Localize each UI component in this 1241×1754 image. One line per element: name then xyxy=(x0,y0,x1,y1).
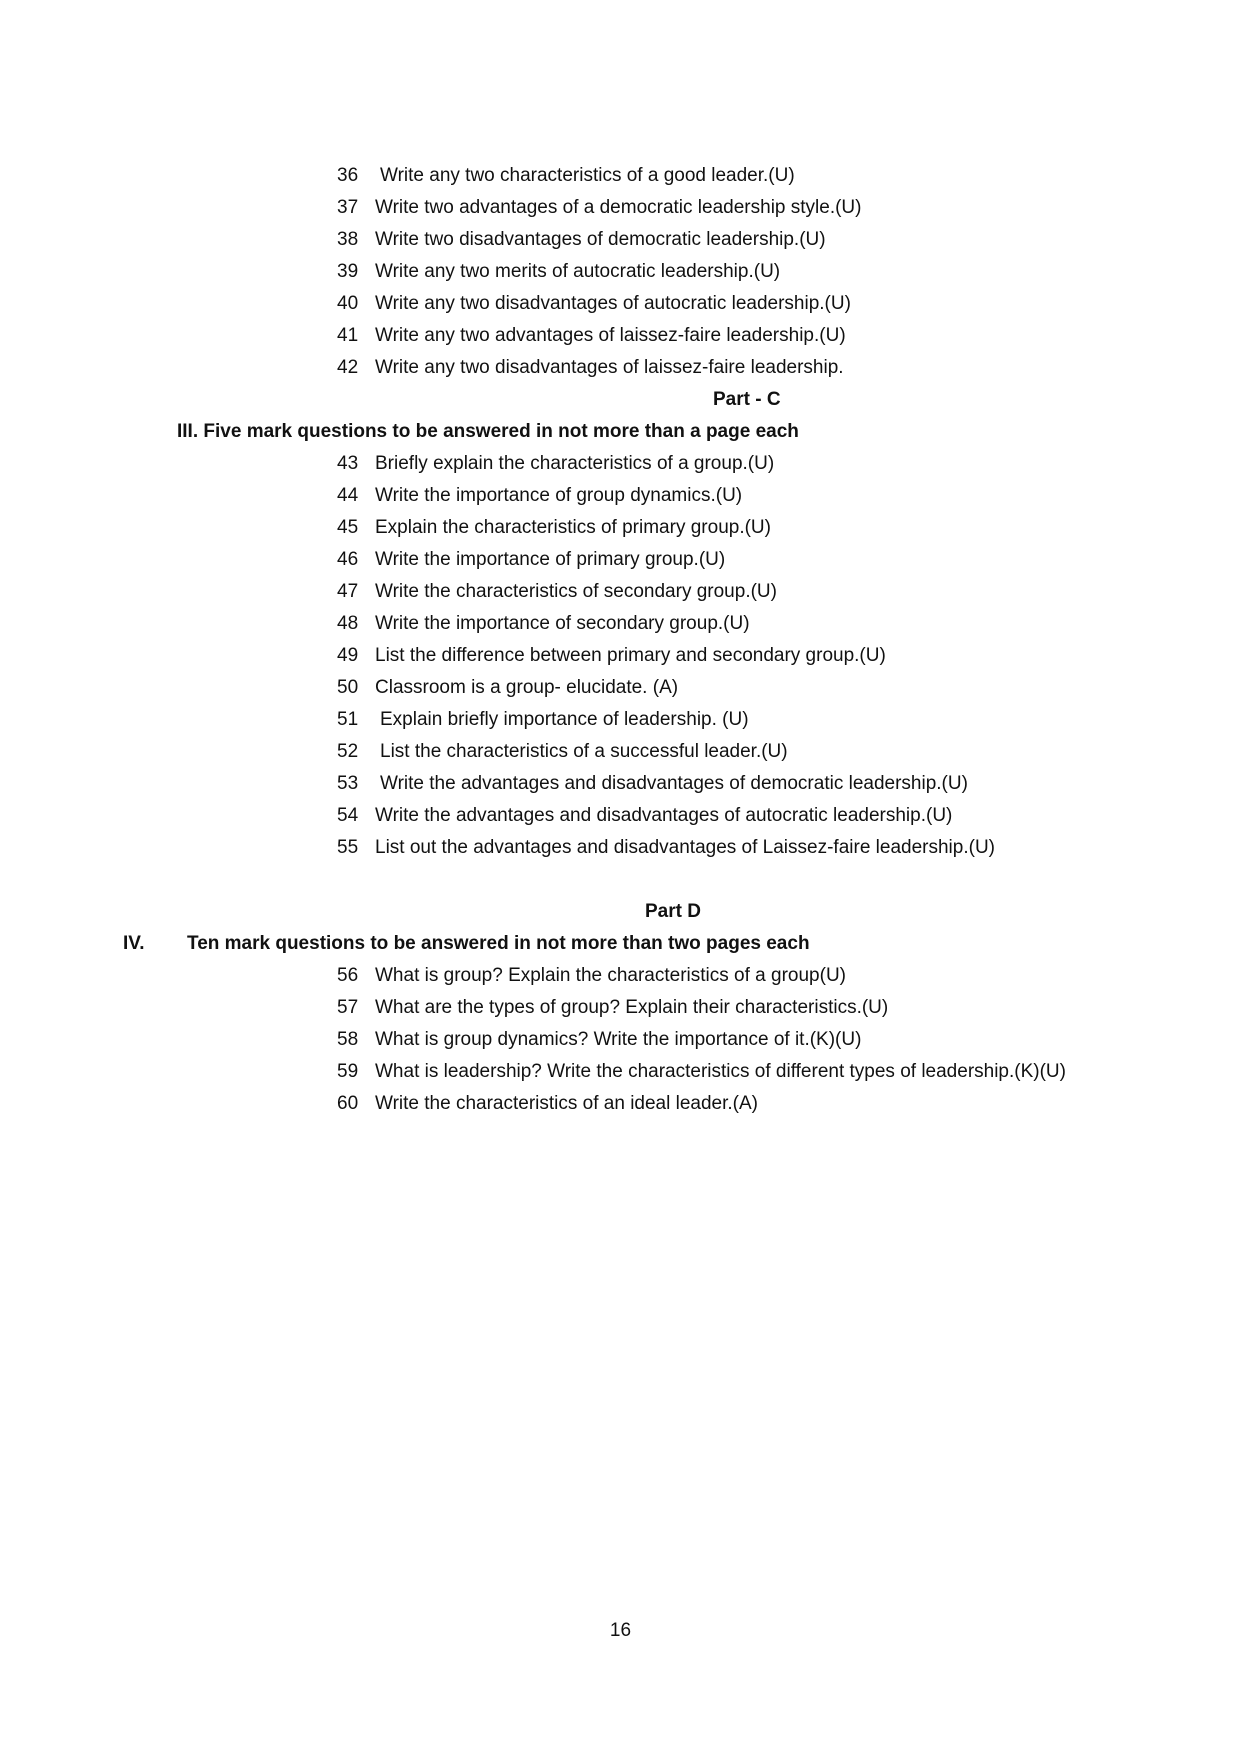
question-item xyxy=(0,224,1241,256)
part-b-question-list xyxy=(0,160,1241,384)
question-item xyxy=(0,768,1241,800)
question-text: Write the importance of secondary group.(U) xyxy=(375,613,750,634)
question-item xyxy=(0,992,1241,1024)
question-item xyxy=(0,704,1241,736)
question-item xyxy=(0,736,1241,768)
page-number: 16 xyxy=(609,1620,632,1641)
question-text: Write any two merits of autocratic leadership.(U) xyxy=(375,261,781,282)
question-item xyxy=(0,320,1241,352)
question-text: Write two advantages of a democratic leadership style.(U) xyxy=(375,197,862,218)
question-number: 36 xyxy=(337,165,359,186)
question-item xyxy=(0,544,1241,576)
part-d-section-heading: Ten mark questions to be answered in not more than two pages each xyxy=(187,933,810,954)
question-number: 51 xyxy=(337,709,359,730)
question-item xyxy=(0,960,1241,992)
question-item xyxy=(0,160,1241,192)
question-text: Write the advantages and disadvantages of democratic leadership.(U) xyxy=(380,773,968,794)
question-item xyxy=(0,672,1241,704)
question-number: 45 xyxy=(337,517,359,538)
question-number: 53 xyxy=(337,773,359,794)
question-number: 46 xyxy=(337,549,359,570)
question-item xyxy=(0,640,1241,672)
question-text: What are the types of group? Explain their characteristics.(U) xyxy=(375,997,889,1018)
question-text: Write the characteristics of secondary group.(U) xyxy=(375,581,777,602)
question-item xyxy=(0,576,1241,608)
question-text: Write the importance of primary group.(U) xyxy=(375,549,726,570)
part-d-question-list xyxy=(0,960,1241,1120)
question-text: Write two disadvantages of democratic leadership.(U) xyxy=(375,229,826,250)
question-item xyxy=(0,800,1241,832)
question-text: List the characteristics of a successful leader.(U) xyxy=(380,741,788,762)
part-d-section-numeral: IV. xyxy=(123,933,145,954)
question-text: Write any two disadvantages of laissez-faire leadership. xyxy=(375,357,844,378)
question-text: Write any two disadvantages of autocratic leadership.(U) xyxy=(375,293,851,314)
question-number: 38 xyxy=(337,229,359,250)
question-item xyxy=(0,192,1241,224)
question-number: 56 xyxy=(337,965,359,986)
part-c-title: Part - C xyxy=(713,389,781,410)
question-item xyxy=(0,512,1241,544)
question-item xyxy=(0,1088,1241,1120)
question-number: 48 xyxy=(337,613,359,634)
question-item xyxy=(0,832,1241,864)
question-number: 59 xyxy=(337,1061,359,1082)
question-number: 40 xyxy=(337,293,359,314)
question-text: Briefly explain the characteristics of a group.(U) xyxy=(375,453,775,474)
question-text: List the difference between primary and secondary group.(U) xyxy=(375,645,886,666)
question-text: Write the advantages and disadvantages of autocratic leadership.(U) xyxy=(375,805,953,826)
question-number: 43 xyxy=(337,453,359,474)
question-number: 54 xyxy=(337,805,359,826)
question-number: 37 xyxy=(337,197,359,218)
question-number: 42 xyxy=(337,357,359,378)
question-number: 60 xyxy=(337,1093,359,1114)
question-item xyxy=(0,352,1241,384)
question-number: 50 xyxy=(337,677,359,698)
question-text: Write the importance of group dynamics.(U) xyxy=(375,485,743,506)
question-text: Write any two characteristics of a good leader.(U) xyxy=(380,165,795,186)
question-item xyxy=(0,256,1241,288)
question-text: Explain the characteristics of primary group.(U) xyxy=(375,517,771,538)
question-text: What is group dynamics? Write the importance of it.(K)(U) xyxy=(375,1029,862,1050)
question-text: What is group? Explain the characteristics of a group(U) xyxy=(375,965,846,986)
part-c-section-heading: III. Five mark questions to be answered in not more than a page each xyxy=(177,421,799,442)
part-c-question-list xyxy=(0,448,1241,864)
question-text: Write the characteristics of an ideal leader.(A) xyxy=(375,1093,758,1114)
question-item xyxy=(0,608,1241,640)
question-number: 47 xyxy=(337,581,359,602)
question-number: 49 xyxy=(337,645,359,666)
question-item xyxy=(0,1024,1241,1056)
question-item xyxy=(0,288,1241,320)
question-number: 52 xyxy=(337,741,359,762)
question-text: Explain briefly importance of leadership. (U) xyxy=(380,709,749,730)
question-number: 57 xyxy=(337,997,359,1018)
question-number: 41 xyxy=(337,325,359,346)
question-number: 55 xyxy=(337,837,359,858)
question-number: 39 xyxy=(337,261,359,282)
part-d-title: Part D xyxy=(645,901,701,922)
question-text: Write any two advantages of laissez-faire leadership.(U) xyxy=(375,325,846,346)
question-item xyxy=(0,480,1241,512)
question-number: 58 xyxy=(337,1029,359,1050)
question-number: 44 xyxy=(337,485,359,506)
question-text: List out the advantages and disadvantages of Laissez-faire leadership.(U) xyxy=(375,837,995,858)
question-text: What is leadership? Write the characteristics of different types of leadership.(K)(U) xyxy=(375,1061,1066,1082)
question-item xyxy=(0,1056,1241,1088)
question-item xyxy=(0,448,1241,480)
question-text: Classroom is a group- elucidate. (A) xyxy=(375,677,679,698)
